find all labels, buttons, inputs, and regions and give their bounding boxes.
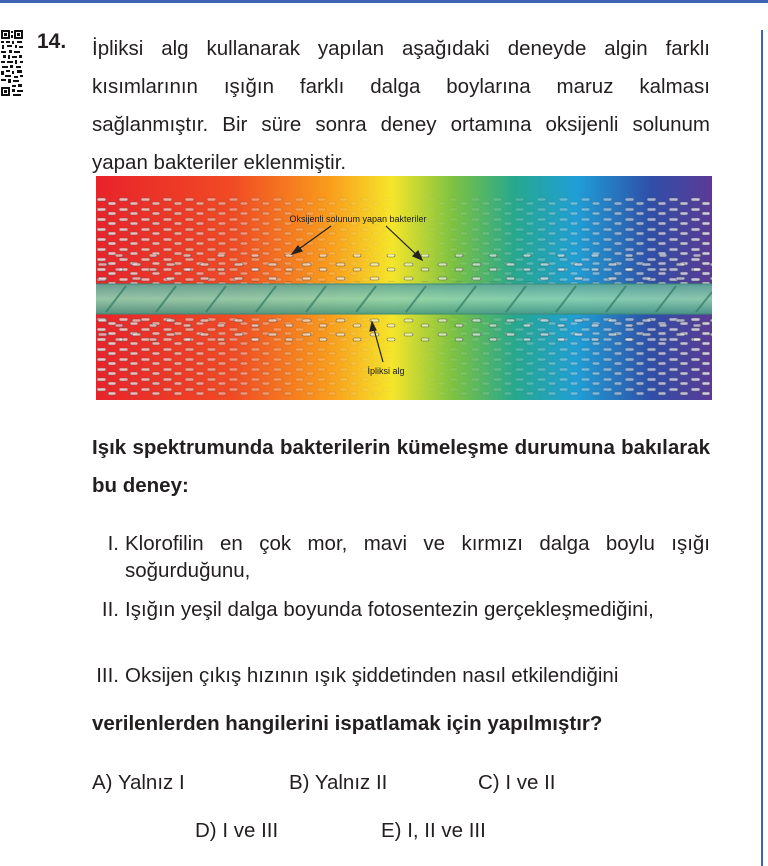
option-e[interactable]: E) I, II ve III [381,819,486,842]
question-number: 14. [37,30,67,53]
statement-number: II. [101,598,119,621]
label-alga: İpliksi alg [367,366,405,376]
option-a[interactable]: A) Yalnız I [92,771,185,794]
question-conclusion: verilenlerden hangilerini ispatlamak için yapılmıştır? [92,712,603,735]
qr-code-icon [0,29,24,97]
statement-text: Işığın yeşil dalga boyunda fotosentezin gerçekleşmediğini, [125,598,654,621]
spectrum-figure [96,176,712,400]
statement-number: III. [96,664,119,687]
option-c[interactable]: C) I ve II [478,771,556,794]
statement-text: Oksijen çıkış hızının ışık şiddetinden nasıl etkilendiğini [125,664,619,687]
statement-1 [107,530,710,584]
statement-3 [96,662,710,689]
column-divider [761,30,763,866]
option-d[interactable]: D) I ve III [195,819,279,842]
top-border [0,0,768,3]
question-prompt: Işık spektrumunda bakterilerin kümeleşme durumuna bakılarak bu deney: [92,436,710,497]
question-stem: İpliksi alg kullanarak yapılan aşağıdaki deneyde algin farklı kısımlarının ışığın farklı dalga boylarına maruz kalması sağlanmıştır. Bir süre sonra deney ortamına oksijenli solunum yapan bakteriler eklenmiştir. [92,37,710,174]
option-b[interactable]: B) Yalnız II [289,771,388,794]
statement-2 [101,596,710,623]
statement-number: I. [107,532,119,555]
label-bacteria: Oksijenli solunum yapan bakteriler [289,214,427,224]
statement-text: Klorofilin en çok mor, mavi ve kırmızı dalga boylu ışığı soğurduğunu, [125,532,710,582]
